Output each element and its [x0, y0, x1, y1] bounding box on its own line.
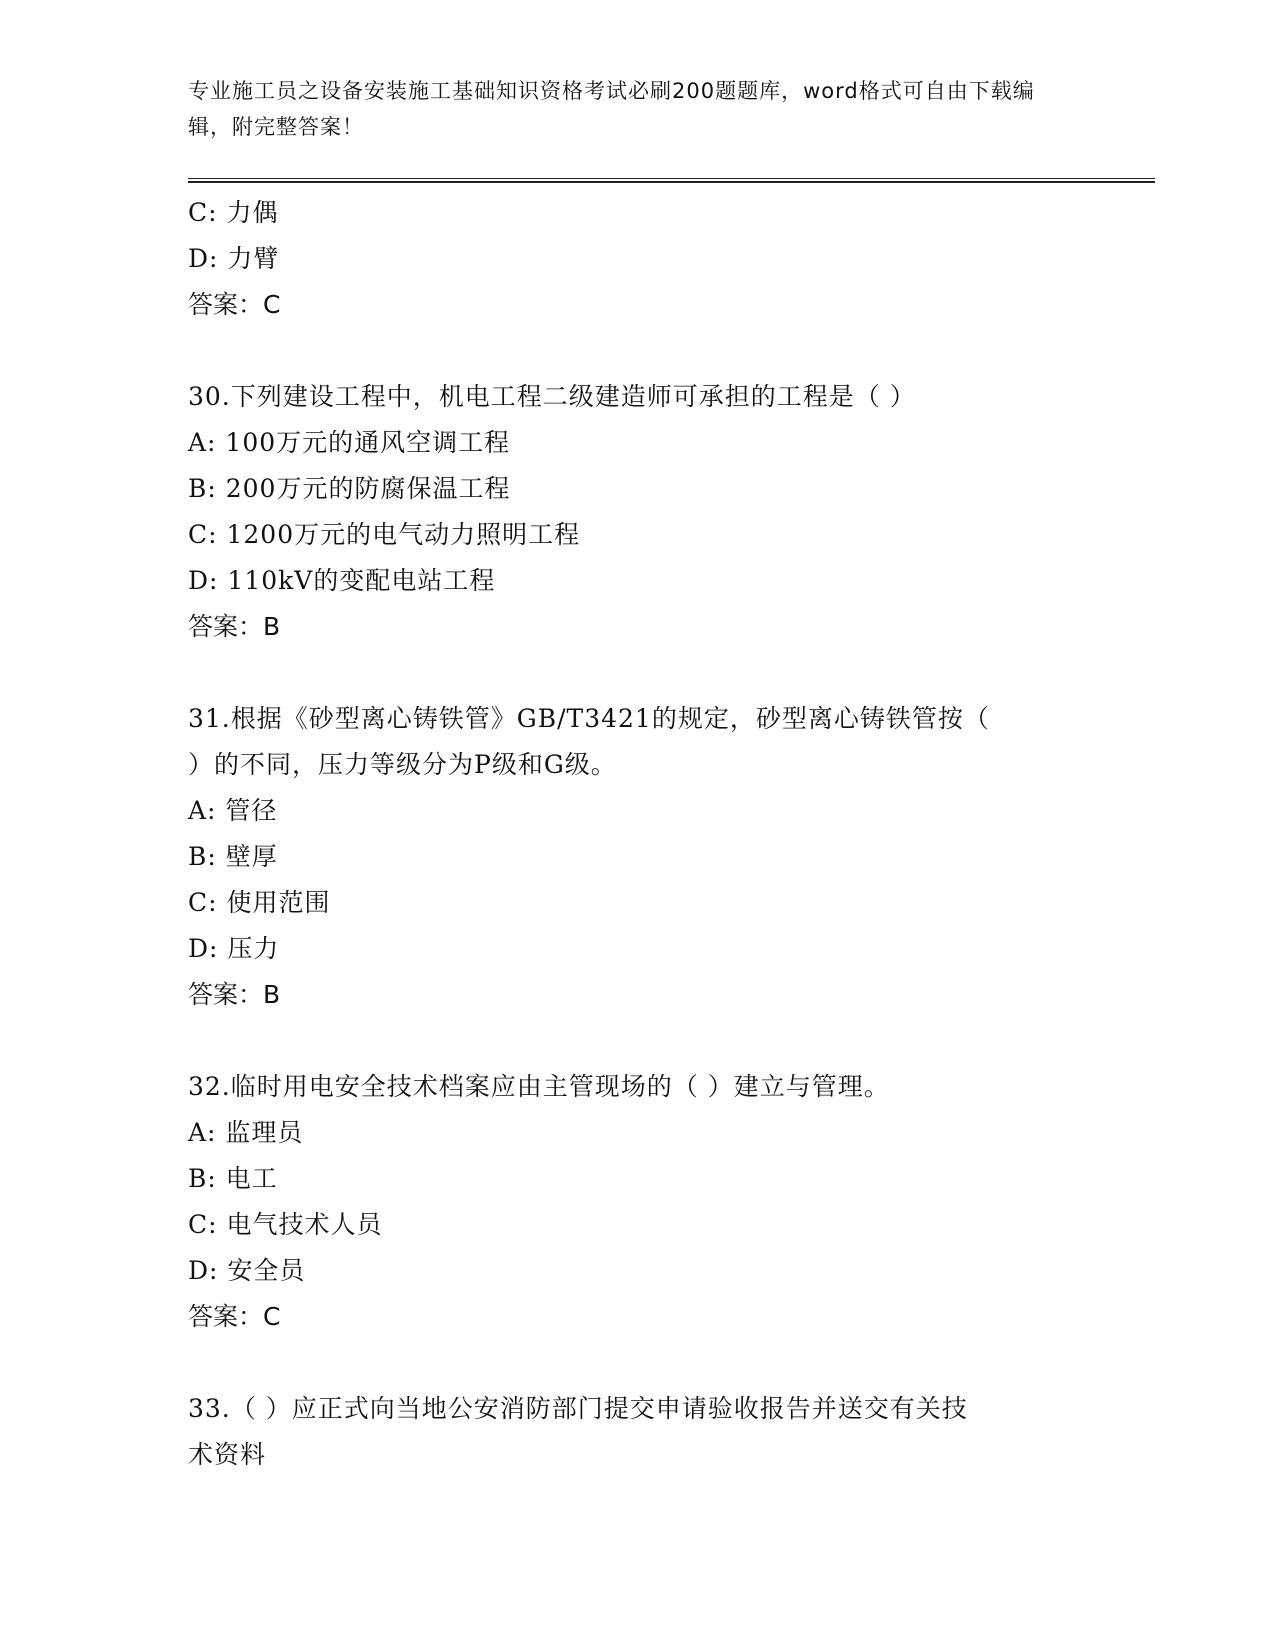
- answer-line: 答案：B: [188, 612, 281, 641]
- spacer: [188, 1018, 1068, 1064]
- question-item: [188, 696, 1068, 1018]
- spacer: [188, 1340, 1068, 1386]
- question-item: [188, 374, 1068, 650]
- option-b: B: 200万元的防腐保温工程: [188, 474, 511, 503]
- option-c: C: 1200万元的电气动力照明工程: [188, 520, 581, 549]
- option-d: D: 安全员: [188, 1256, 306, 1285]
- answer-line: 答案：B: [188, 980, 281, 1009]
- question-stem-line-2: ）的不同，压力等级分为P级和G级。: [188, 750, 617, 779]
- option-a: A: 100万元的通风空调工程: [188, 428, 511, 457]
- header-divider: [188, 178, 1155, 183]
- question-stem-line-1: 33.（ ）应正式向当地公安消防部门提交申请验收报告并送交有关技: [188, 1394, 968, 1423]
- question-item: [188, 1386, 1068, 1478]
- page-header: [188, 73, 1068, 145]
- question-item: [188, 1064, 1068, 1340]
- option-d: D: 力臂: [188, 244, 280, 273]
- question-stem-line-1: 31.根据《砂型离心铸铁管》GB/T3421的规定，砂型离心铸铁管按（: [188, 704, 990, 733]
- option-a: A: 监理员: [188, 1118, 304, 1147]
- option-b: B: 电工: [188, 1164, 278, 1193]
- option-b: B: 壁厚: [188, 842, 278, 871]
- option-d: D: 110kV的变配电站工程: [188, 566, 496, 595]
- option-c: C: 电气技术人员: [188, 1210, 383, 1239]
- question-list: [188, 190, 1068, 1478]
- answer-line: 答案：C: [188, 1302, 281, 1331]
- answer-line: 答案：C: [188, 290, 281, 319]
- spacer: [188, 650, 1068, 696]
- spacer: [188, 328, 1068, 374]
- option-d: D: 压力: [188, 934, 280, 963]
- option-c: C: 力偶: [188, 198, 279, 227]
- question-stem: 32.临时用电安全技术档案应由主管现场的（ ）建立与管理。: [188, 1072, 890, 1101]
- option-c: C: 使用范围: [188, 888, 331, 917]
- question-stem-line-2: 术资料: [188, 1440, 267, 1469]
- header-title: 专业施工员之设备安装施工基础知识资格考试必刷200题题库，word格式可自由下载编辑，附完整答案！: [188, 79, 1035, 139]
- option-a: A: 管径: [188, 796, 278, 825]
- question-stem: 30.下列建设工程中，机电工程二级建造师可承担的工程是（ ）: [188, 382, 916, 411]
